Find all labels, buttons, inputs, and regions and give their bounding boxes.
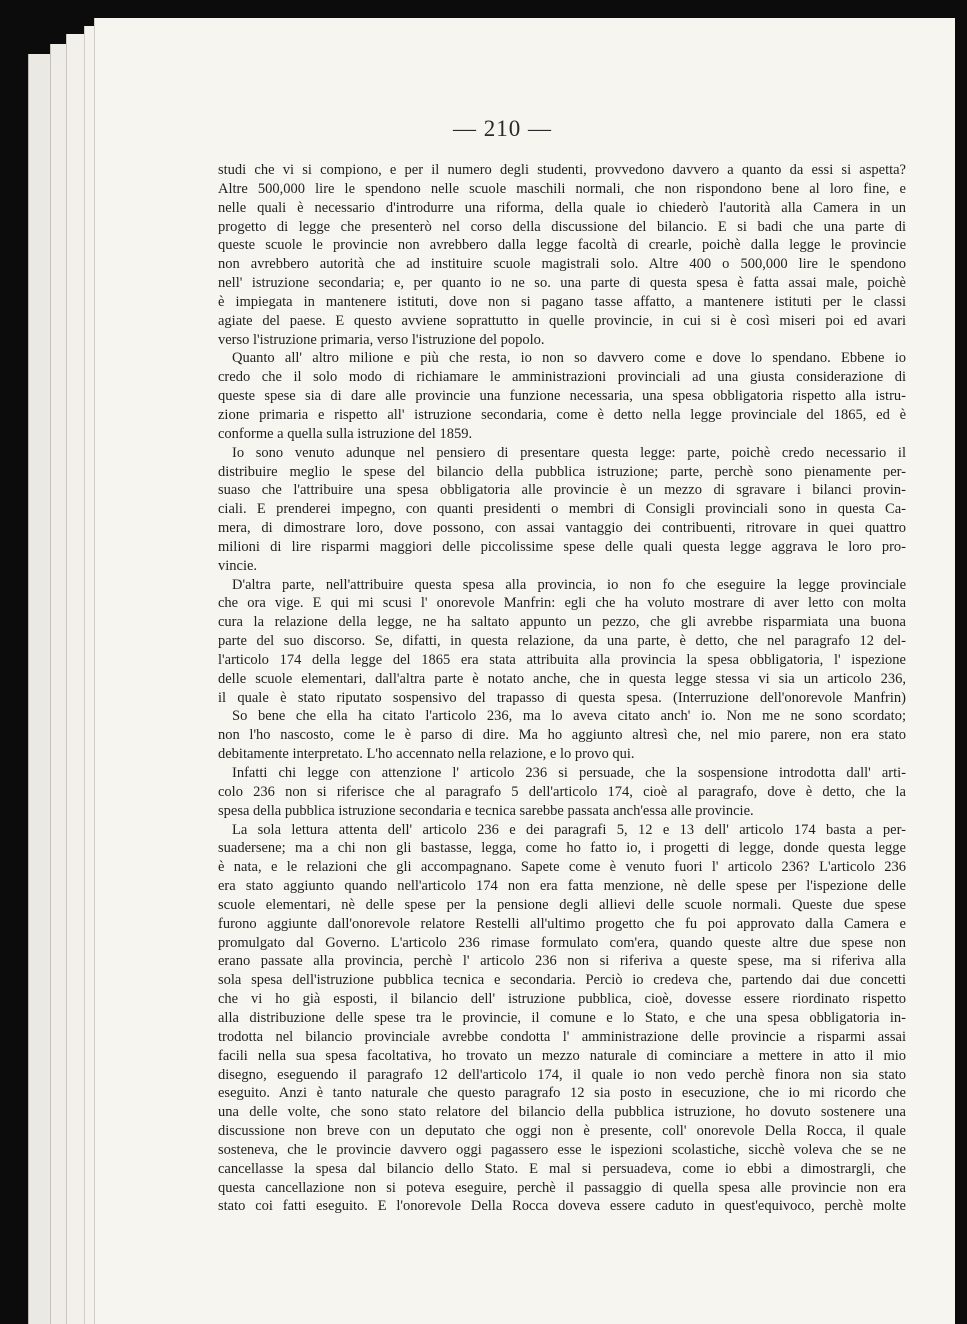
text-line: non l'ho nascosto, come le è parso di dire. Ma ho aggiunto altresì che, nel mio parere, non era stato xyxy=(218,727,906,744)
text-line: spesa della pubblica istruzione secondaria e tecnica sarebbe passata anch'essa alle provincie. xyxy=(218,802,754,819)
text-line: nell' istruzione secondaria; e, per quanto io ne so. una parte di questa spesa è fatta assai male, poichè xyxy=(218,275,906,292)
text-line: conforme a quella sulla istruzione del 1859. xyxy=(218,425,473,442)
text-line: è nata, e le relazioni che gli accompagnano. Sapete come è venuto fuori l' articolo 236? L'articolo 236 xyxy=(218,859,906,876)
text-line: discussione non breve con un deputato che oggi non è presente, coll' onorevole Della Rocca, il quale xyxy=(218,1123,906,1140)
text-line: l'articolo 174 della legge del 1865 era stata attribuita alla provincia la spesa obbligatoria, l' ispezione xyxy=(218,651,906,668)
text-line: queste scuole le provincie non avrebbero dalla legge facoltà di crearle, poichè dalla legge le provincie xyxy=(218,237,906,254)
text-line: eseguito. Anzi è tanto naturale che questo paragrafo 12 sia posto in esecuzione, che io mi ricordo che xyxy=(218,1085,906,1102)
text-line: La sola lettura attenta dell' articolo 236 e dei paragrafi 5, 12 e 13 dell' articolo 174 basta a per- xyxy=(232,821,906,838)
text-line: suaso che l'attribuire una spesa obbligatoria alle provincie è un mezzo di sgravare i bilanci provin- xyxy=(218,482,906,499)
text-line: facili nella sua spesa facoltativa, ho trovato un mezzo naturale di cominciare a mettere in atto il mio xyxy=(218,1047,906,1064)
text-line: trodotta nel bilancio provinciale avrebbe condotta l' amministrazione delle provincie a risparmi assai xyxy=(218,1028,906,1045)
text-line: è impiegata in mantenere istituti, dove non si pagano tasse affatto, a mantenere istituti per le classi xyxy=(218,293,906,310)
text-line: agiate del paese. E questo avviene soprattutto in quelle provincie, in cui si è così miseri poi ed avari xyxy=(218,312,906,329)
text-line: mera, di dimostrare loro, dove possono, con assai vantaggio dei contribuenti, ritrovare in quei quattro xyxy=(218,520,906,537)
text-line: studi che vi si compiono, e per il numero degli studenti, provvedono davvero a quanto da essi si aspetta? xyxy=(218,162,906,178)
text-line: stato coi fatti eseguito. E l'onorevole Della Rocca doveva essere caduto in quest'equivoco, perchè molte xyxy=(218,1198,906,1215)
text-line: debitamente interpretato. L'ho accennato nella relazione, e lo provo qui. xyxy=(218,746,635,763)
text-line: non avrebbero autorità che ad instituire scuole magistrali solo. Altre 400 o 500,000 lire le spendono xyxy=(218,256,906,273)
text-line: che vi ho già esposti, il bilancio dell' istruzione pubblica, cioè, dovesse essere riordinato rispetto xyxy=(218,991,906,1008)
text-line: disegno, eseguendo il paragrafo 12 dell'articolo 174, il quale io non vedo perchè finora non sia stato xyxy=(218,1066,906,1083)
text-line: credo che il solo modo di richiamare le amministrazioni provinciali ad una giusta considerazione di xyxy=(218,369,906,386)
text-line: verso l'istruzione primaria, verso l'istruzione del popolo. xyxy=(218,331,545,348)
text-line: sola spesa dell'istruzione pubblica tecnica e secondaria. Perciò io credeva che, partendo dai due concetti xyxy=(218,972,906,989)
text-line: cancellasse la spesa dal bilancio dello Stato. E mal si persuadeva, come io ebbi a dimostrargli, che xyxy=(218,1160,906,1177)
text-line: era stato aggiunto quando nell'articolo 174 non era fatta menzione, nè delle spese per l'ispezione delle xyxy=(218,878,906,895)
text-line: il quale è stato riputato sospensivo del trapasso di questa spesa. (Interruzione dell'onorevole Manfrin) xyxy=(218,689,906,706)
text-line: milioni di lire risparmi maggiori delle piccolissime spese delle quali questa legge aggrava le loro pro- xyxy=(218,538,906,555)
text-line: promulgato dal Governo. L'articolo 236 rimase formulato com'era, quando queste altre due spese non xyxy=(218,934,906,951)
text-line: cura la relazione della legge, ne ha saltato appunto un pezzo, che gli avrebbe risparmiata una buona xyxy=(218,614,906,631)
text-line: furono aggiunte dall'onorevole relatore Restelli all'ultimo progetto che fu poi approvato dalla Camera e xyxy=(218,915,906,932)
body-text xyxy=(218,161,906,1216)
text-line: delle scuole elementari, dall'altra parte è notato anche, che in questa legge stessa vi sia un articolo 236, xyxy=(218,670,906,687)
text-line: suadersene; ma a chi non gli bastasse, legga, come ho fatto io, i progetti di legge, donde questa legge xyxy=(218,840,906,857)
text-line: nelle quali è necessario d'introdurre una riforma, della quale io chiederò l'autorità alla Camera in un xyxy=(218,199,906,216)
text-line: scuole elementari, nè delle spese per la pensione degli allievi delle scuole normali. Queste due spese xyxy=(218,896,906,913)
text-line: Quanto all' altro milione e più che resta, io non so davvero come e dove lo spendano. Ebbene io xyxy=(232,350,906,367)
page-number: — 210 — xyxy=(453,116,552,141)
text-line: che ora vige. E qui mi scusi l' onorevole Manfrin: egli che ha voluto mostrare di aver letto con molta xyxy=(218,595,906,612)
text-line: ciali. E prenderei impegno, con quanti presidenti o membri di Consigli provinciali sono in questa Ca- xyxy=(218,501,906,518)
text-line: progetto di legge che presenterò nel corso della discussione del bilancio. E si badi che una parte di xyxy=(218,218,906,235)
text-line: So bene che ella ha citato l'articolo 236, ma lo aveva citato anch' io. Non me ne sono scordato; xyxy=(232,708,906,725)
text-line: sosteneva, che le provincie davvero oggi pagassero esse le ispezioni scolastiche, sicchè voleva che se ne xyxy=(218,1141,906,1158)
text-line: Altre 500,000 lire le spendono nelle scuole maschili normali, che non rispondono bene al loro fine, e xyxy=(218,180,906,197)
text-line: alla distribuzione delle spese tra le provincie, il comune e lo Stato, e che una spesa obbligatoria in- xyxy=(218,1009,906,1026)
text-line: colo 236 non si riferisce che al paragrafo 5 dell'articolo 174, cioè al paragrafo, dove è detto, che la xyxy=(218,783,906,800)
text-line: questa cancellazione non si poteva eseguire, perchè il passaggio di quella spesa alle provincie non era xyxy=(218,1179,906,1196)
text-line: distribuire meglio le spese del bilancio della pubblica istruzione; parte, perchè sono pienamente per- xyxy=(218,463,906,480)
text-line: vincie. xyxy=(218,557,258,574)
text-line: Io sono venuto adunque nel pensiero di presentare questa legge: parte, poichè credo necessario il xyxy=(232,444,906,461)
text-line: erano passate alla provincia, perchè l' articolo 236 non si riferiva a queste spese, ma si riferiva alla xyxy=(218,953,906,970)
document-page xyxy=(94,18,955,1324)
text-line: queste spese sia di dare alle provincie una funzione necessaria, una spesa obbligatoria rispetto alla istru- xyxy=(218,388,906,405)
text-line: Infatti chi legge con attenzione l' articolo 236 si persuade, che la sospensione introdotta dall' arti- xyxy=(232,765,906,781)
text-line: una delle volte, che sono stato relatore del bilancio della pubblica istruzione, ho dovuto sostenere una xyxy=(218,1104,906,1121)
text-line: D'altra parte, nell'attribuire questa spesa alla provincia, io non fo che eseguire la legge provinciale xyxy=(232,576,906,593)
text-line: parte del suo discorso. Se, difatti, in questa relazione, da una parte, è detto, che nel paragrafo 12 del- xyxy=(218,633,906,650)
text-line: zione primaria e rispetto all' istruzione secondaria, come è detto nella legge provinciale del 1865, ed è xyxy=(218,406,906,423)
